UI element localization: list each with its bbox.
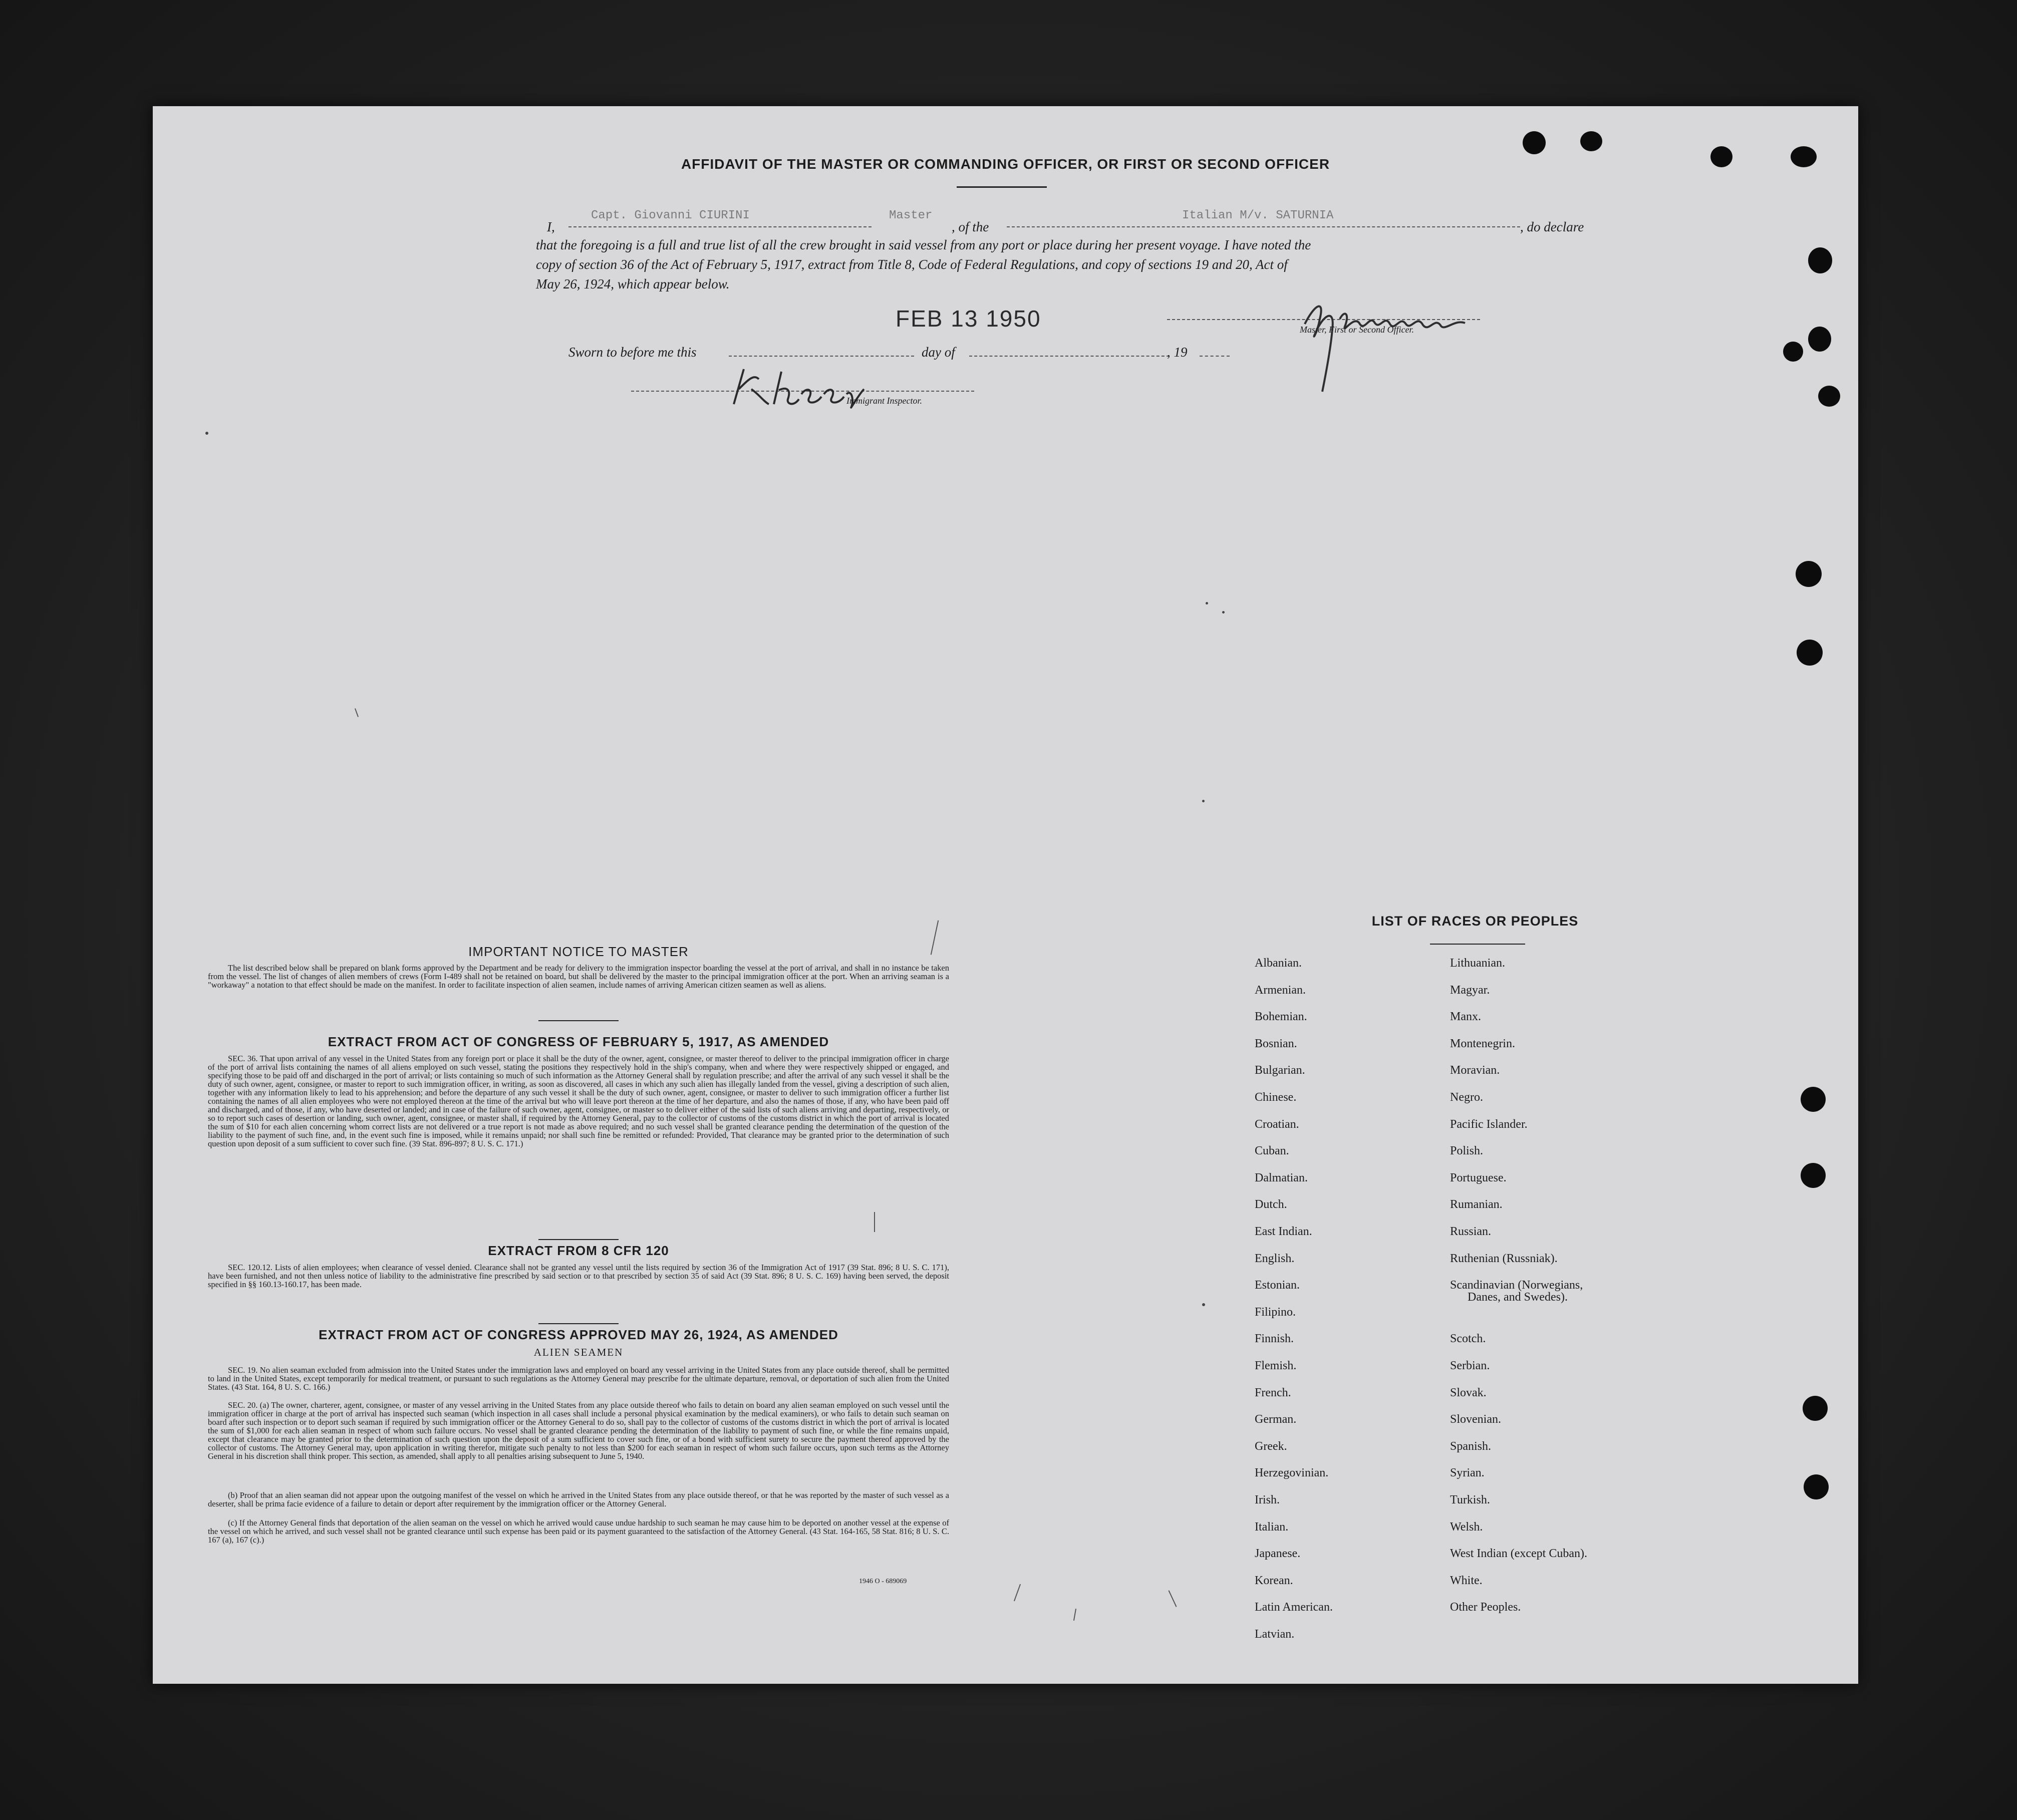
master-rank: Master <box>889 209 933 222</box>
race-item: Chinese. <box>1255 1091 1297 1104</box>
race-item: Scandinavian (Norwegians, <box>1450 1279 1583 1292</box>
extract-cfr-heading: EXTRACT FROM 8 CFR 120 <box>488 1243 669 1258</box>
race-item: Estonian. <box>1255 1279 1300 1292</box>
day-of-text: day of <box>922 345 955 360</box>
affidavit-title: AFFIDAVIT OF THE MASTER OR COMMANDING OFFICER, OR FIRST OR SECOND OFFICER <box>681 156 1330 172</box>
manifest-page <box>153 106 1858 1684</box>
punch-hole <box>1808 327 1831 352</box>
master-name: Capt. Giovanni CIURINI <box>591 209 750 222</box>
punch-hole <box>1801 1087 1826 1112</box>
race-item: Danes, and Swedes). <box>1468 1291 1568 1304</box>
race-item: Polish. <box>1450 1144 1484 1158</box>
race-item: Italian. <box>1255 1520 1289 1534</box>
speck <box>1202 800 1205 802</box>
race-item: Latvian. <box>1255 1628 1295 1641</box>
race-item: Latin American. <box>1255 1601 1333 1614</box>
print-code: 1946 O - 689069 <box>859 1578 907 1585</box>
master-signature <box>1295 284 1475 399</box>
sec20c-text: (c) If the Attorney General finds that deportation of the alien seaman on the vessel on which he arrived would cause undue hardship to such seaman he may cause him to be deported on another vessel at the expense of the vessel on which he arrived, and such vessel shall not be granted clearance until such expense has been paid or its payment guaranteed to the satisfaction of the Attorney General. (43 Stat. 164-165, 58 Stat. 816; 8 U. S. C. 167 (a), 167 (c).) <box>208 1518 949 1545</box>
race-item: Filipino. <box>1255 1305 1296 1319</box>
notice-rule <box>538 1020 619 1021</box>
punch-hole <box>1803 1396 1828 1421</box>
pencil-mark <box>874 1212 875 1232</box>
race-item: Moravian. <box>1450 1064 1500 1077</box>
race-item: Serbian. <box>1450 1359 1490 1372</box>
punch-hole <box>1796 561 1822 587</box>
sec19-text: SEC. 19. No alien seaman excluded from admission into the United States under the immigration laws and employed on board any vessel arriving in the United States from any place outside thereof, shall be permitted to land in the United States, except temporarily for medical treatment, or pursuant to such regulations as the Attorney General may prescribe for the ultimate departure, removal, or deportation of such alien from the United States. (43 Stat. 164, 8 U. S. C. 166.) <box>208 1365 949 1392</box>
race-item: Flemish. <box>1255 1359 1297 1372</box>
race-item: Montenegrin. <box>1450 1037 1515 1050</box>
sec20a-text: SEC. 20. (a) The owner, charterer, agent, consignee, or master of any vessel arriving in the United States from any place outside thereof who fails to detain on board any alien seaman employed on such vessel until the immigration officer in charge at the port of arrival has inspected such seaman (which inspection in all cases shall include a personal physical examination by the medical examiners), or who fails to detain such seaman on board after such inspection or to deport such seaman if required by such immigration officer or the Attorney General to do so, shall pay to the collector of customs of the customs district in which the port of arrival is located the sum of $1,000 for each alien seaman in respect of whom such failure occurs. No vessel shall be granted clearance pending the determination of the liability to payment of such fine, or while the fine remains unpaid, except that clearance may be granted prior to the determination of such question upon the deposit of a sum sufficient to cover such fine, or of a bond with sufficient surety to secure the payment thereof approved by the collector of customs. The Attorney General may, upon application in writing therefor, mitigate such penalty to not less than $200 for each seaman in respect of whom such failure occurs, upon such terms as the Attorney General in his discretion shall think proper. This section, as amended, shall apply to all penalties arising subsequent to June 5, 1940. <box>208 1400 949 1461</box>
race-item: German. <box>1255 1413 1297 1426</box>
race-item: Other Peoples. <box>1450 1601 1521 1614</box>
sworn-text: Sworn to before me this <box>568 345 697 360</box>
races-rule <box>1430 944 1525 945</box>
punch-hole <box>1797 640 1823 666</box>
race-item: Armenian. <box>1255 983 1306 997</box>
pencil-mark <box>355 708 359 717</box>
race-item: Slovak. <box>1450 1386 1487 1399</box>
punch-hole <box>1783 342 1803 362</box>
pencil-mark <box>1014 1584 1021 1602</box>
race-item: Greek. <box>1255 1439 1287 1453</box>
do-declare-text: , do declare <box>1520 219 1584 234</box>
race-item: Irish. <box>1255 1493 1280 1506</box>
race-item: Croatian. <box>1255 1117 1299 1131</box>
sec20b-text: (b) Proof that an alien seaman did not appear upon the outgoing manifest of the vessel on which he arrived in the United States from any place outside thereof, or that he was reported by the master of such vessel as a deserter, shall be prima facie evidence of a failure to detain or deport after requirement by the immigration officer or the Attorney General. <box>208 1490 949 1508</box>
race-item: Rumanian. <box>1450 1198 1503 1211</box>
extract-cfr-body: SEC. 120.12. Lists of alien employees; when clearance of vessel denied. Clearance shall not be granted any vessel until the lists required by section 36 of the Immigration Act of 1917 (39 Stat. 896; 8 U. S. C. 171), have been furnished, and not then unless notice of liability to the administrative fine prescribed by said section or to that prescribed by section 35 of said Act (39 Stat. 896; 8 U. S. C. 169) having been served, the deposit specified in §§ 160.13-160.17, has been made. <box>208 1263 949 1289</box>
race-item: Turkish. <box>1450 1493 1490 1506</box>
races-title: LIST OF RACES OR PEOPLES <box>1371 914 1579 929</box>
race-item: Bohemian. <box>1255 1010 1307 1024</box>
year-prefix: , 19 <box>1167 345 1188 360</box>
extract-1917-heading: EXTRACT FROM ACT OF CONGRESS OF FEBRUARY 5, 1917, AS AMENDED <box>328 1034 829 1049</box>
speck <box>205 432 208 435</box>
race-item: Portuguese. <box>1450 1171 1507 1184</box>
speck <box>1202 1303 1205 1306</box>
inspector-caption: Immigrant Inspector. <box>846 396 922 406</box>
alien-seamen-subheading: ALIEN SEAMEN <box>533 1346 624 1358</box>
sworn-day-line <box>729 356 914 357</box>
race-item: Albanian. <box>1255 957 1302 970</box>
race-item: Russian. <box>1450 1225 1492 1238</box>
of-the-text: , of the <box>952 219 989 234</box>
speck <box>1222 611 1225 614</box>
race-item: Dutch. <box>1255 1198 1287 1211</box>
race-item: Syrian. <box>1450 1466 1485 1480</box>
race-item: White. <box>1450 1574 1483 1587</box>
race-item: Ruthenian (Russniak). <box>1450 1252 1558 1265</box>
race-item: Manx. <box>1450 1010 1481 1024</box>
race-item: Dalmatian. <box>1255 1171 1308 1184</box>
race-item: Magyar. <box>1450 983 1490 997</box>
affidavit-prefix: I, <box>547 219 555 234</box>
race-item: Bosnian. <box>1255 1037 1297 1050</box>
race-item: Negro. <box>1450 1091 1483 1104</box>
race-item: West Indian (except Cuban). <box>1450 1547 1587 1561</box>
race-item: Cuban. <box>1255 1144 1289 1158</box>
vessel-name: Italian M/v. SATURNIA <box>1182 209 1334 222</box>
notice-heading: IMPORTANT NOTICE TO MASTER <box>468 944 689 959</box>
pencil-mark <box>1168 1590 1177 1607</box>
punch-hole <box>1523 131 1546 154</box>
race-item: Herzegovinian. <box>1255 1466 1329 1480</box>
vessel-name-line <box>1007 226 1520 227</box>
extract-1917-rule <box>538 1239 619 1240</box>
affidavit-line-2: that the foregoing is a full and true list of all the crew brought in said vessel from any port or place during her present voyage. I have noted the <box>536 237 1311 252</box>
race-item: Japanese. <box>1255 1547 1301 1561</box>
date-stamp: FEB 13 1950 <box>896 306 1041 332</box>
master-signature-caption: Master, First or Second Officer. <box>1300 325 1414 335</box>
extract-1924-heading: EXTRACT FROM ACT OF CONGRESS APPROVED MAY 26, 1924, AS AMENDED <box>319 1327 838 1342</box>
sworn-month-line <box>969 356 1170 357</box>
punch-hole <box>1801 1163 1826 1188</box>
master-name-line <box>568 226 872 227</box>
race-item: Welsh. <box>1450 1520 1483 1534</box>
race-item: Scotch. <box>1450 1332 1486 1346</box>
affidavit-line-4: May 26, 1924, which appear below. <box>536 276 730 291</box>
punch-hole <box>1580 131 1602 151</box>
notice-body: The list described below shall be prepared on blank forms approved by the Department and be ready for delivery to the immigration inspector boarding the vessel at the port of arrival, and shall in no instance be taken from the vessel. The list of changes of alien members of crews (Form I-489 shall not be retained on board, but shall be delivered by the master to the principal immigration officer at the port. When an arriving seaman is a "workaway" a notation to that effect should be made on the manifest. In order to facilitate inspection of alien seamen, include names of arriving American citizen seamen as well as aliens. <box>208 963 949 990</box>
punch-hole <box>1818 386 1840 407</box>
race-item: Pacific Islander. <box>1450 1117 1528 1131</box>
race-item: Korean. <box>1255 1574 1293 1587</box>
race-item: Finnish. <box>1255 1332 1294 1346</box>
extract-1917-body: SEC. 36. That upon arrival of any vessel in the United States from any foreign port or place it shall be the duty of the owner, agent, consignee, or master thereof to deliver to the principal immigration officer in charge of the port of arrival lists containing the names of all aliens employed on such vessel, stating the positions they respectively hold in the ship's company, when and where they were respectively shipped or engaged, and specifying those to be paid off and discharged in the port of arrival; or lists containing so much of such information as the Attorney General shall by regulation prescribe; and after the arrival of any such vessel it shall be the duty of such owner, agent, consignee, or master to report to such immigration officer, in writing, as soon as discovered, all cases in which any such alien has illegally landed from the vessel, giving a description of such alien, together with any information likely to lead to his apprehension; and before the departure of any such vessel it shall be the duty of such owner, agent, consignee, or master to deliver to such immigration officer a further list containing the names of all alien employees who were not employed thereon at the time of the arrival but who will leave port thereon at the time of her departure, and also the names of those, if any, who have been paid off and discharged, and of those, if any, who have deserted or landed; and in case of the failure of such owner, agent, consignee, or master so to deliver either of the said lists of such aliens arriving and departing, respectively, or so to report such cases of desertion or landing, such owner, agent, consignee, or master shall, if required by the Attorney General, pay to the collector of customs of the customs district in which the port of arrival is located the sum of $10 for each alien concerning whom correct lists are not delivered or a true report is not made as above required; and no such vessel shall be granted clearance pending the determination of the question of the liability to the payment of such fine, and, in the event such fine is imposed, while it remains unpaid; nor shall such fine be remitted or refunded: Provided, That clearance may be granted prior to the determination of such question upon deposit of a sum sufficient to cover such fine. (39 Stat. 896-897; 8 U. S. C. 171.) <box>208 1054 949 1148</box>
pencil-mark <box>1073 1609 1076 1621</box>
race-item: English. <box>1255 1252 1295 1265</box>
speck <box>1206 602 1208 604</box>
sworn-year-line <box>1200 356 1230 357</box>
affidavit-line-3: copy of section 36 of the Act of February 5, 1917, extract from Title 8, Code of Federal Regulations, and copy of sections 19 and 20, Act of <box>536 257 1288 272</box>
extract-cfr-rule <box>538 1323 619 1324</box>
race-item: Lithuanian. <box>1450 957 1505 970</box>
title-rule <box>957 186 1047 188</box>
punch-hole <box>1804 1474 1829 1499</box>
race-item: French. <box>1255 1386 1291 1399</box>
race-item: Slovenian. <box>1450 1413 1501 1426</box>
punch-hole <box>1808 247 1832 273</box>
race-item: Bulgarian. <box>1255 1064 1305 1077</box>
race-item: East Indian. <box>1255 1225 1312 1238</box>
race-item: Spanish. <box>1450 1439 1492 1453</box>
